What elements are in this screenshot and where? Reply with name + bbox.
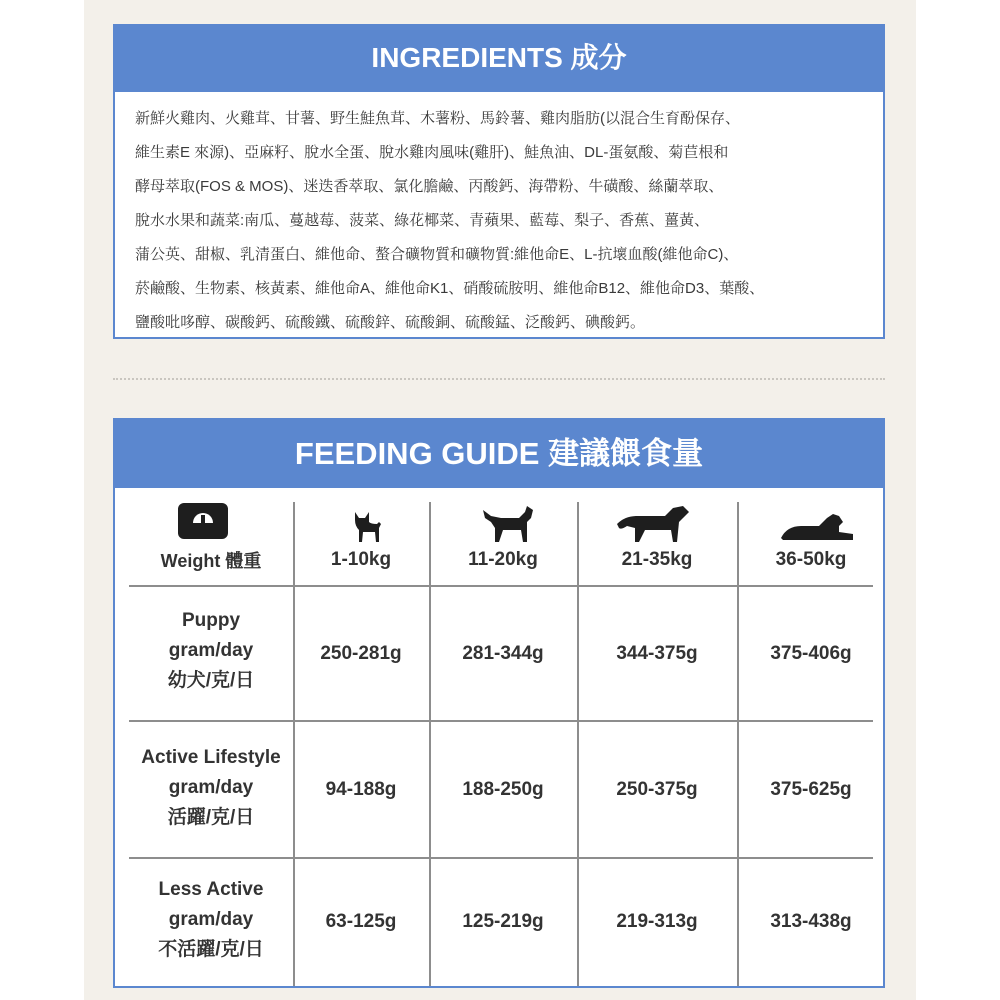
column-weight-1: 1-10kg bbox=[330, 549, 392, 570]
row-label-active: Active Lifestyle gram/day 活躍/克/日 bbox=[141, 747, 281, 828]
ingredients-title: INGREDIENTS 成分 bbox=[115, 26, 883, 92]
table-cell: 313-438g bbox=[770, 910, 852, 932]
feeding-guide-title: FEEDING GUIDE 建議餵食量 bbox=[115, 420, 883, 488]
ingredients-line: 蒲公英、甜椒、乳清蛋白、維他命、螯合礦物質和礦物質:維他命E、L-抗壞血酸(維他命C)、 bbox=[135, 246, 739, 263]
column-weight-2: 11-20kg bbox=[468, 549, 538, 570]
table-cell: 188-250g bbox=[462, 778, 544, 800]
ingredients-line: 菸鹼酸、生物素、核黃素、維他命A、維他命K1、硝酸硫胺明、維他命B12、維他命D3、葉酸、 bbox=[135, 280, 765, 297]
row-label-less-active: Less Active gram/day 不活躍/克/日 bbox=[158, 879, 264, 960]
ingredients-text bbox=[115, 92, 883, 340]
table-cell: 94-188g bbox=[325, 778, 397, 800]
table-cell: 63-125g bbox=[325, 910, 397, 932]
ingredients-line: 酵母萃取(FOS & MOS)、迷迭香萃取、氯化膽鹼、丙酸鈣、海帶粉、牛磺酸、絲蘭萃取、 bbox=[135, 178, 724, 195]
table-cell: 125-219g bbox=[462, 910, 544, 932]
table-cell: 219-313g bbox=[616, 910, 698, 932]
table-cell: 375-406g bbox=[770, 642, 852, 664]
table-cell: 281-344g bbox=[462, 642, 544, 664]
column-weight-3: 21-35kg bbox=[621, 549, 693, 570]
ingredients-line: 鹽酸吡哆醇、碳酸鈣、硫酸鐵、硫酸鋅、硫酸銅、硫酸錳、泛酸鈣、碘酸鈣。 bbox=[135, 314, 646, 331]
scale-icon bbox=[178, 503, 228, 544]
ingredients-line: 維生素E 來源)、亞麻籽、脫水全蛋、脫水雞肉風味(雞肝)、鮭魚油、DL-蛋氨酸、菊苣根和 bbox=[135, 144, 729, 161]
table-cell: 250-375g bbox=[616, 778, 698, 800]
ingredients-line: 新鮮火雞肉、火雞茸、甘薯、野生鮭魚茸、木薯粉、馬鈴薯、雞肉脂肪(以混合生育酚保存、 bbox=[135, 110, 740, 127]
weight-label: Weight 體重 bbox=[160, 551, 262, 571]
ingredients-panel bbox=[113, 24, 885, 339]
table-cell: 250-281g bbox=[320, 642, 402, 664]
column-weight-4: 36-50kg bbox=[775, 549, 847, 570]
table-cell: 344-375g bbox=[616, 642, 698, 664]
ingredients-line: 脫水水果和蔬菜:南瓜、蔓越莓、菠菜、綠花椰菜、青蘋果、藍莓、梨子、香蕉、薑黃、 bbox=[135, 212, 710, 229]
feeding-guide-panel bbox=[113, 418, 885, 988]
row-label-puppy: Puppy gram/day 幼犬/克/日 bbox=[167, 610, 255, 691]
table-cell: 375-625g bbox=[770, 778, 852, 800]
section-divider bbox=[113, 378, 885, 380]
